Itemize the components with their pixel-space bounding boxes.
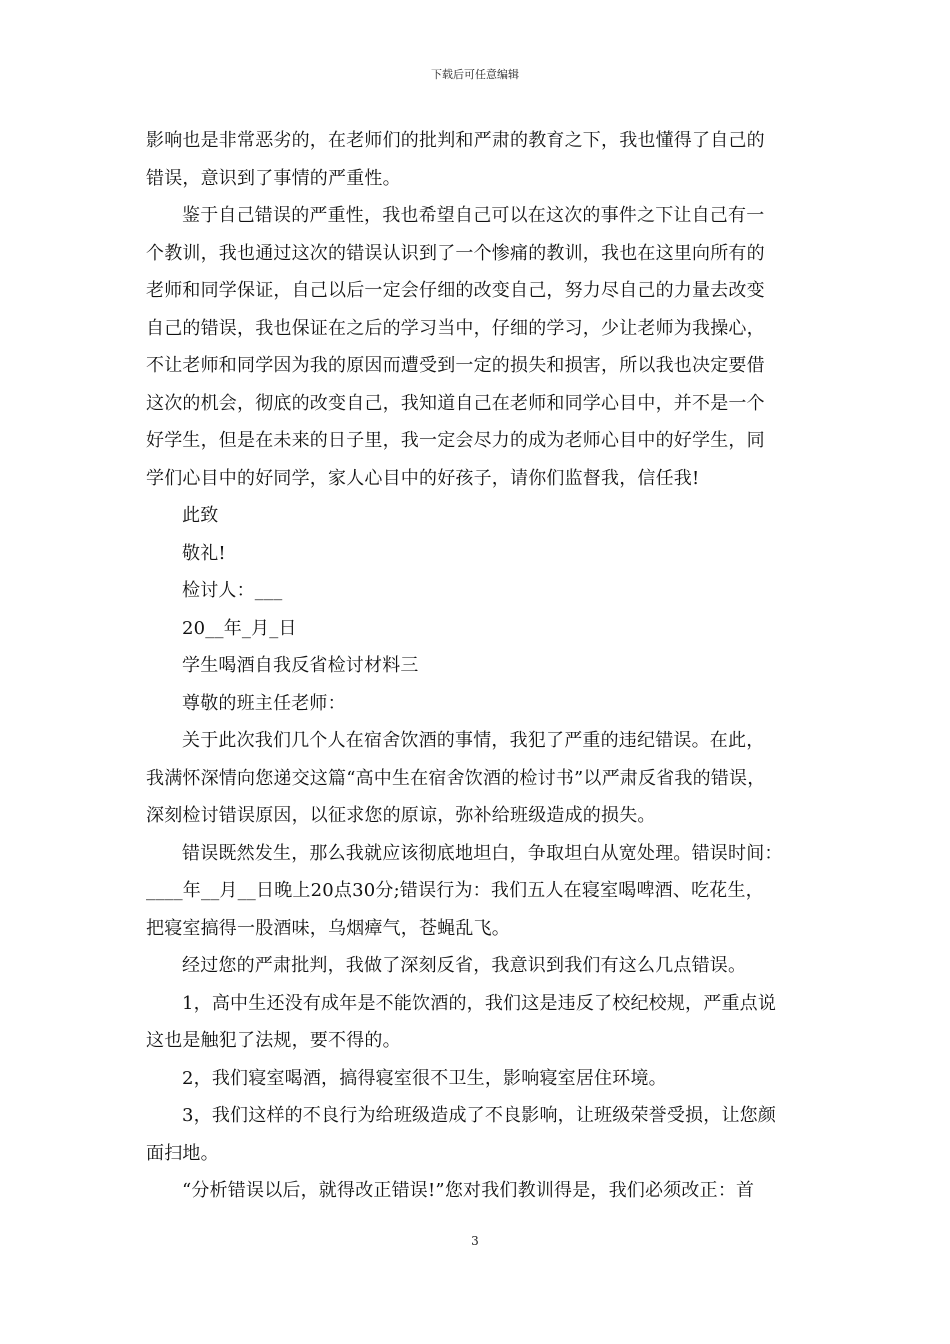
text-line: 这也是触犯了法规，要不得的。 [146,1030,401,1051]
text-line: 此致 [182,505,219,526]
text-line: 自己的错误，我也保证在之后的学习当中，仔细的学习，少让老师为我操心， [146,317,765,339]
text-line: 3，我们这样的不良行为给班级造成了不良影响，让班级荣誉受损，让您颜 [182,1105,777,1126]
page-number: 3 [471,1234,479,1248]
text-line: 鉴于自己错误的严重性，我也希望自己可以在这次的事件之下让自己有一 [182,205,765,226]
text-line: 不让老师和同学因为我的原因而遭受到一定的损失和损害，所以我也决定要借 [146,355,765,376]
text-line: 错误既然发生，那么我就应该彻底地坦白，争取坦白从宽处理。错误时间： [182,842,783,864]
text-line: 2，我们寝室喝酒，搞得寝室很不卫生，影响寝室居住环境。 [182,1067,667,1089]
text-line: 错误，意识到了事情的严重性。 [146,167,401,189]
text-line: 面扫地。 [146,1142,219,1164]
text-line: 个教训，我也通过这次的错误认识到了一个惨痛的教训，我也在这里向所有的 [146,242,765,264]
text-line: 学们心目中的好同学，家人心目中的好孩子，请你们监督我，信任我! [146,467,700,489]
text-line: 这次的机会，彻底的改变自己，我知道自己在老师和同学心目中，并不是一个 [146,392,765,414]
text-line: 我满怀深情向您递交这篇“高中生在宿舍饮酒的检讨书”以严肃反省我的错误， [146,767,766,789]
text-line: 检讨人：___ [182,580,283,601]
page-header: 下载后可任意编辑 [431,68,519,81]
text-line: “分析错误以后，就得改正错误!”您对我们教训得是，我们必须改正：首 [182,1180,755,1201]
text-line: 关于此次我们几个人在宿舍饮酒的事情，我犯了严重的违纪错误。在此， [182,730,765,751]
text-line: 经过您的严肃批判，我做了深刻反省，我意识到我们有这么几点错误。 [182,955,747,976]
text-line: 敬礼! [182,542,226,564]
text-line: 1，高中生还没有成年是不能饮酒的，我们这是违反了校纪校规，严重点说 [182,992,777,1014]
text-line: 影响也是非常恶劣的，在老师们的批判和严肃的教育之下，我也懂得了自己的 [146,130,765,151]
document-body [146,122,806,1210]
text-line: ____年__月__日晚上20点30分;错误行为：我们五人在寝室喝啤酒、吃花生， [146,880,764,901]
text-line: 老师和同学保证，自己以后一定会仔细的改变自己，努力尽自己的力量去改变 [146,280,765,301]
text-line: 把寝室搞得一股酒味，乌烟瘴气，苍蝇乱飞。 [146,917,510,939]
text-line: 深刻检讨错误原因，以征求您的原谅，弥补给班级造成的损失。 [146,805,656,826]
text-line: 好学生，但是在未来的日子里，我一定会尽力的成为老师心目中的好学生，同 [146,430,765,451]
text-line: 尊敬的班主任老师： [182,692,346,714]
text-line: 20__年_月_日 [182,617,297,639]
text-line: 学生喝酒自我反省检讨材料三 [182,655,419,676]
